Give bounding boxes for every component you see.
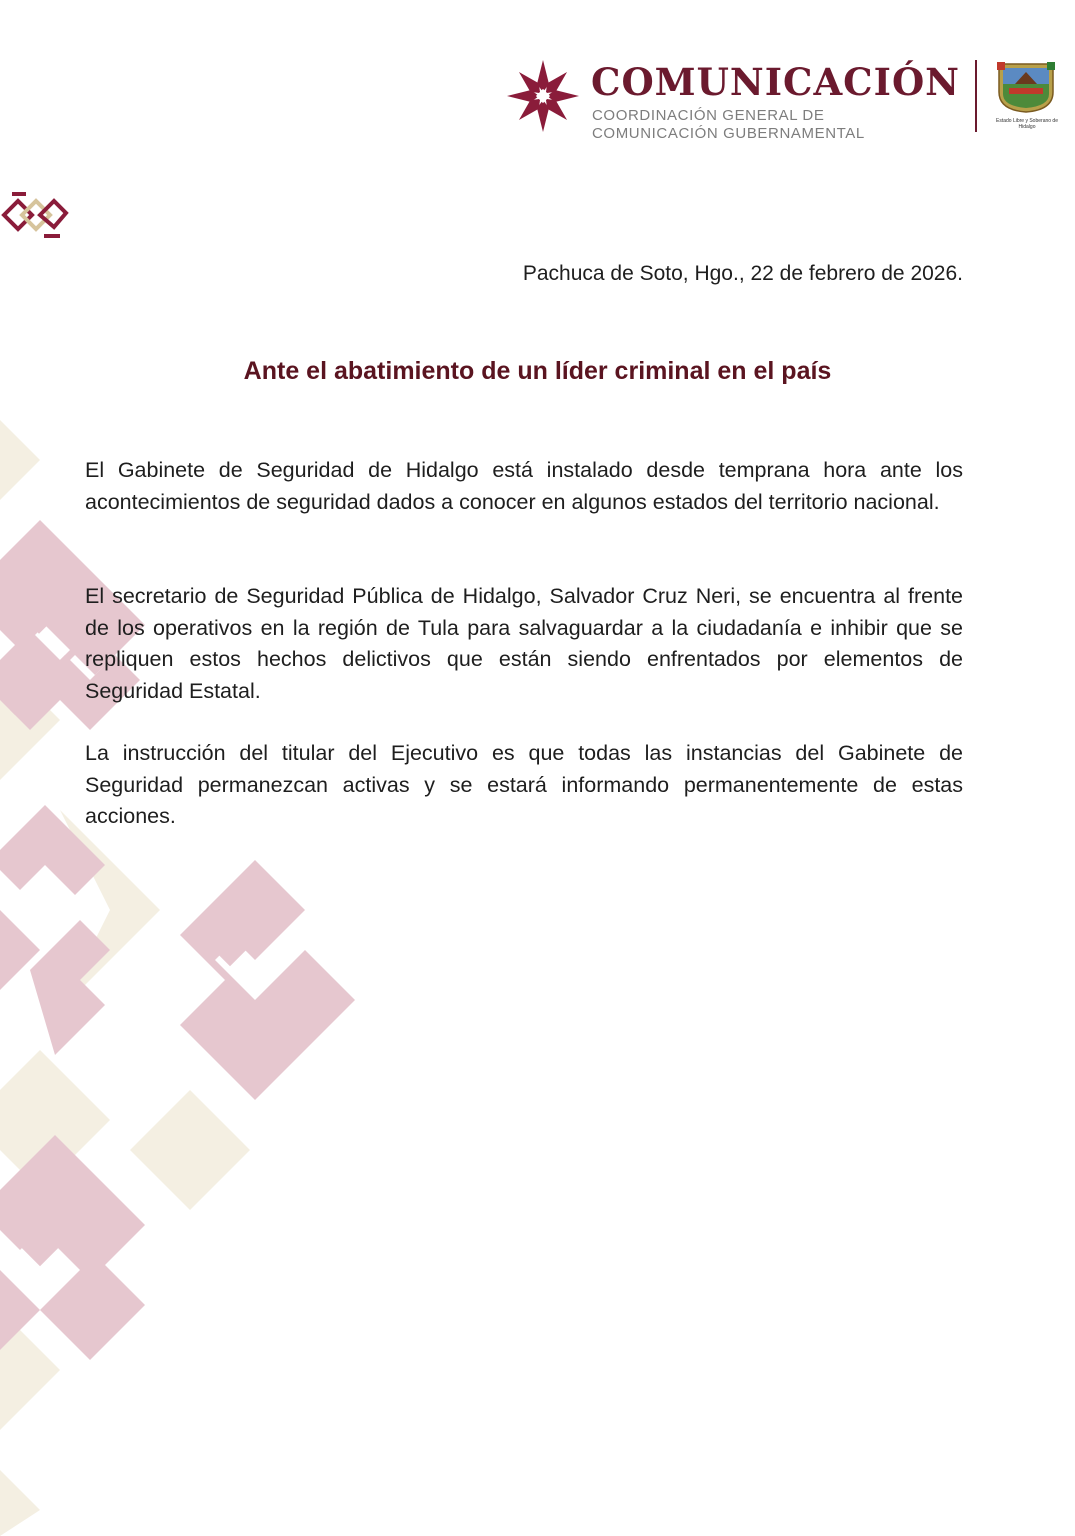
background-pattern (0, 410, 380, 1536)
header-divider (975, 60, 977, 132)
paragraph-1: El Gabinete de Seguridad de Hidalgo está instalado desde temprana hora ante los acontecimientos de seguridad dados a conocer en algunos estados del territorio nacional. (85, 458, 963, 514)
header-logo (505, 58, 1065, 140)
paragraph-2: El secretario de Seguridad Pública de Hidalgo, Salvador Cruz Neri, se encuentra al frente de los operativos en la región de Tula para salvaguardar a la ciudadanía e inhibir que se repliquen estos hechos delictivos que están siendo enfrentados por elementos de Seguridad Estatal. (85, 584, 963, 703)
document-title: Ante el abatimiento de un líder criminal en el país (243, 357, 832, 385)
header-subtitle-line2: COMUNICACIÓN GUBERNAMENTAL (592, 125, 865, 142)
seal-caption: Estado Libre y Soberano de Hidalgo (996, 118, 1058, 130)
header-subtitle-line1: COORDINACIÓN GENERAL DE (592, 107, 825, 124)
state-seal-icon (995, 62, 1057, 114)
place-date: Pachuca de Soto, Hgo., 22 de febrero de 2026. (522, 262, 963, 285)
paragraph-3: La instrucción del titular del Ejecutivo es que todas las instancias del Gabinete de Seguridad permanezcan activas y se estará informando permanentemente de estas acciones. (85, 741, 963, 828)
header-title: COMUNICACIÓN (591, 60, 960, 104)
star-logo-icon (505, 58, 581, 134)
corner-ornament-icon (0, 186, 70, 244)
